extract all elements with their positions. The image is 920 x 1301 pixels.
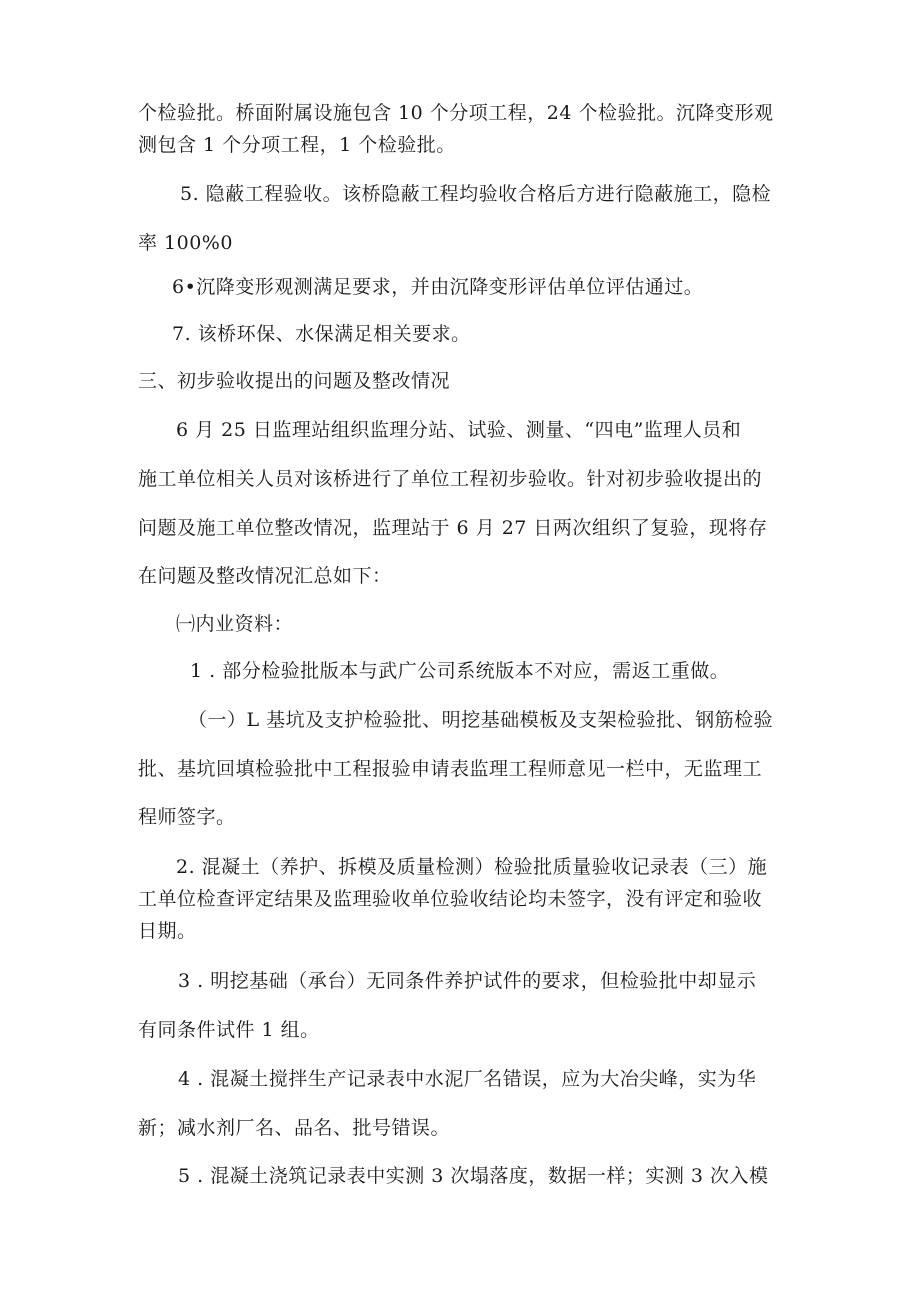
text-line: 工单位检查评定结果及监理验收单位验收结论均未签字，没有评定和验收 <box>138 888 763 910</box>
text-line: 6 月 25 日监理站组织监理分站、试验、测量、“四电”监理人员和 <box>176 419 742 441</box>
section-heading: 三、初步验收提出的问题及整改情况 <box>138 370 451 392</box>
text-line: 日期。 <box>138 920 197 942</box>
text-line: 4 . 混凝土搅拌生产记录表中水泥厂名错误，应为大冶尖峰，实为华 <box>178 1068 757 1090</box>
text-line: 个检验批。桥面附属设施包含 10 个分项工程，24 个检验批。沉降变形观 <box>138 102 774 124</box>
text-line: 有同条件试件 1 组。 <box>138 1019 320 1041</box>
text-line: 1 . 部分检验批版本与武广公司系统版本不对应，需返工重做。 <box>190 660 730 682</box>
text-line: 施工单位相关人员对该桥进行了单位工程初步验收。针对初步验收提出的 <box>138 468 763 490</box>
text-line: 2. 混凝土（养护、拆模及质量检测）检验批质量验收记录表（三）施 <box>176 856 768 878</box>
text-line: 批、基坑回填检验批中工程报验申请表监理工程师意见一栏中，无监理工 <box>138 758 763 780</box>
text-line: 7. 该桥环保、水保满足相关要求。 <box>172 323 471 345</box>
text-line: （一）L 基坑及支护检验批、明挖基础模板及支架检验批、钢筋检验 <box>188 709 774 731</box>
text-line: 程师签字。 <box>138 806 236 828</box>
text-line: 5 . 混凝土浇筑记录表中实测 3 次塌落度，数据一样；实测 3 次入模 <box>178 1165 769 1187</box>
text-line: 率 100%0 <box>138 232 233 254</box>
text-line: 测包含 1 个分项工程，1 个检验批。 <box>138 134 456 156</box>
text-line: 在问题及整改情况汇总如下： <box>138 565 392 587</box>
text-line: 3 . 明挖基础（承台）无同条件养护试件的要求，但检验批中却显示 <box>178 970 757 992</box>
text-line: 6•沉降变形观测满足要求，并由沉降变形评估单位评估通过。 <box>172 276 704 298</box>
text-line: 问题及施工单位整改情况，监理站于 6 月 27 日两次组织了复验，现将存 <box>138 517 768 539</box>
text-line: 5. 隐蔽工程验收。该桥隐蔽工程均验收合格后方进行隐蔽施工，隐检 <box>180 183 772 205</box>
sub-heading: ㈠内业资料： <box>176 613 294 635</box>
text-line: 新；减水剂厂名、品名、批号错误。 <box>138 1117 451 1139</box>
